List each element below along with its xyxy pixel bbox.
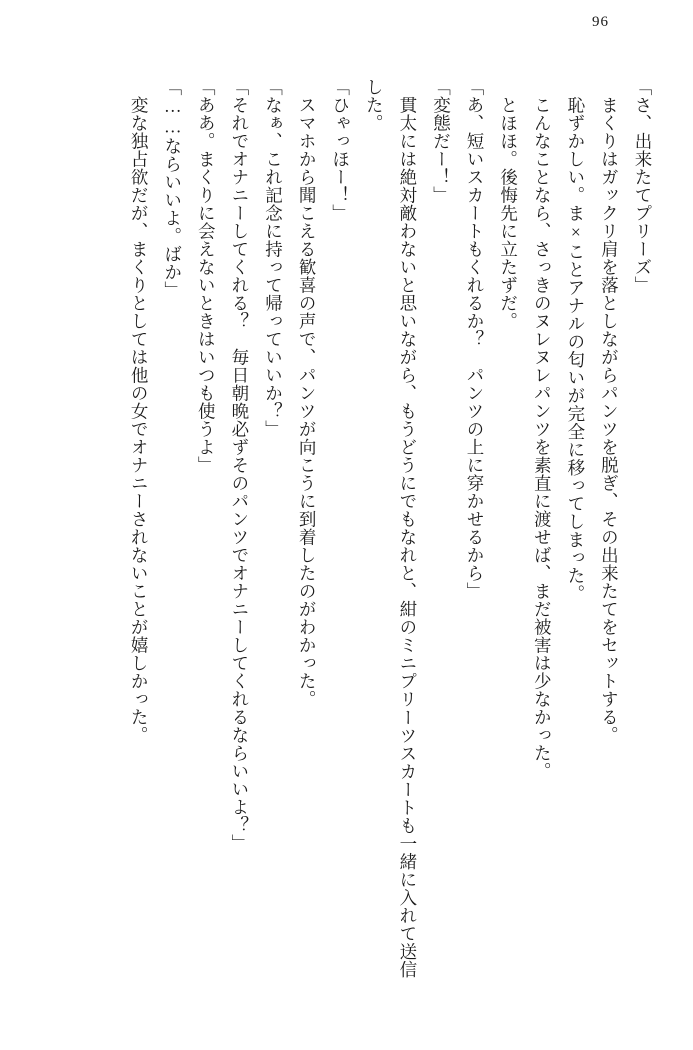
paragraph: まくりはガックリ肩を落としながらパンツを脱ぎ、その出来たてをセットする。 <box>599 95 620 744</box>
paragraph: 恥ずかしい。ま×ことアナルの匂いが完全に移ってしまった。 <box>565 95 586 602</box>
paragraph: 「それでオナニーしてくれる？ 毎日朝晩必ずそのパンツでオナニーしてくれるならいいよ？」 <box>229 78 250 852</box>
paragraph: こんなことなら、さっきのヌレヌレパンツを素直に渡せば、まだ被害は少なかった。 <box>532 95 553 780</box>
paragraph: 「ひゃっほー！」 <box>330 78 351 222</box>
paragraph: 「……ならいいよ。ばか」 <box>162 78 183 299</box>
paragraph: 「ああ。まくりに会えないときはいつも使うよ」 <box>196 78 217 474</box>
paragraph: 変な独占欲だが、まくりとしては他の女でオナニーされないことが嬉しかった。 <box>129 95 150 744</box>
paragraph: 貫太には絶対敵わないと思いながら、もうどうにでもなれと、紺のミニプリーツスカートも一緒に入れて送信した。 <box>364 78 418 978</box>
paragraph: 「あ、短いスカートもくれるか？ パンツの上に穿かせるから」 <box>465 78 486 600</box>
paragraph: 「変態だー！」 <box>431 78 452 204</box>
page-number: 96 <box>592 14 609 30</box>
paragraph: 「さ、出来たてプリーズ」 <box>633 78 653 294</box>
paragraph: スマホから聞こえる歓喜の声で、パンツが向こうに到着したのがわかった。 <box>297 95 318 708</box>
page-text-body <box>34 78 659 978</box>
paragraph: 「なぁ、これ記念に持って帰っていいか？」 <box>263 78 284 438</box>
paragraph: とほほ。後悔先に立たずだ。 <box>498 95 519 330</box>
